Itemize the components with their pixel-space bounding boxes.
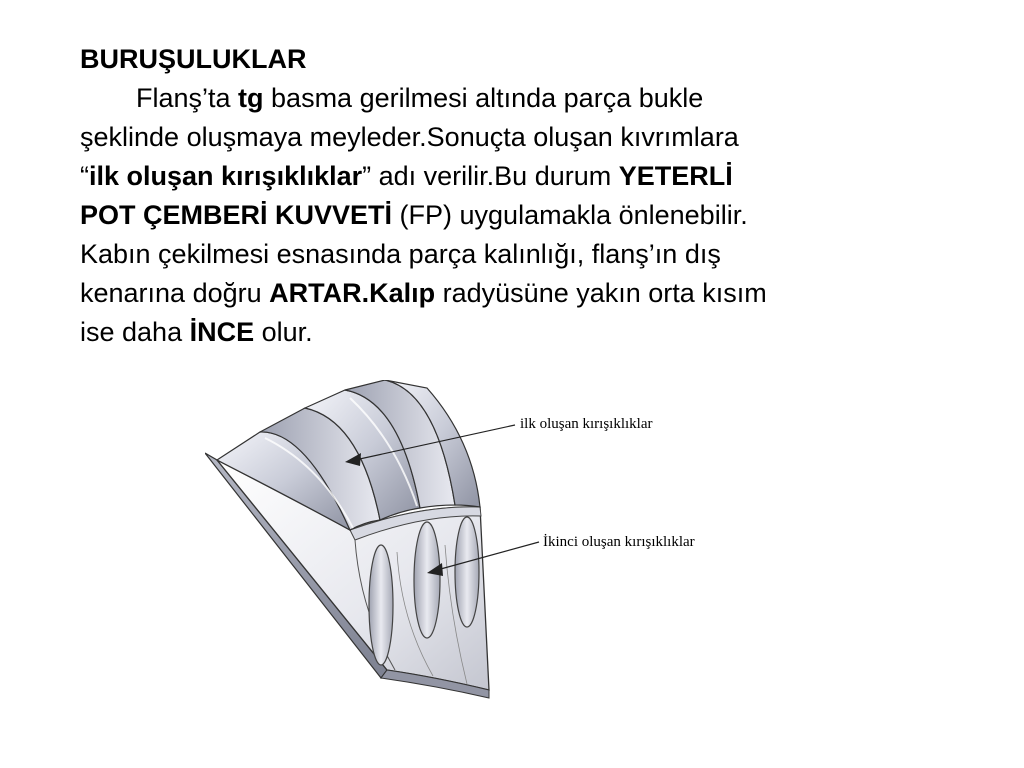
body-paragraph: [80, 79, 960, 352]
slide-title: BURUŞULUKLAR: [80, 44, 307, 74]
paragraph-line-5: Kabın çekilmesi esnasında parça kalınlığı, flanş’ın dış: [80, 239, 721, 269]
paragraph-line-4: [80, 196, 960, 235]
second-wrinkle-oval: [369, 545, 393, 665]
text-segment: radyüsüne yakın orta kısım: [435, 278, 767, 308]
bold-term-tg: tg: [238, 83, 264, 113]
text-segment: (FP) uygulamakla önlenebilir.: [392, 200, 748, 230]
paragraph-line-6: [80, 274, 960, 313]
paragraph-line-1: [80, 79, 960, 118]
bold-term-first-wrinkles: ilk oluşan kırışıklıklar: [89, 161, 363, 191]
bold-term-sufficient: YETERLİ: [618, 161, 733, 191]
label-first-wrinkles: ilk oluşan kırışıklıklar: [520, 416, 653, 432]
second-wrinkle-oval: [455, 517, 479, 627]
paragraph-line-2: şeklinde oluşmaya meyleder.Sonuçta oluşan kıvrımlara: [80, 122, 739, 152]
label-second-wrinkles: İkinci oluşan kırışıklıklar: [543, 534, 695, 550]
text-segment: basma gerilmesi altında parça bukle: [263, 83, 704, 113]
text-segment: olur.: [254, 317, 313, 347]
bold-term-thin: İNCE: [189, 317, 255, 347]
text-segment: Flanş’ta: [136, 83, 239, 113]
bold-term-force: POT ÇEMBERİ KUVVETİ: [80, 200, 393, 230]
bold-term-increases: ARTAR.Kalıp: [269, 278, 436, 308]
text-segment: “: [80, 161, 89, 191]
text-segment: kenarına doğru: [80, 278, 270, 308]
paragraph-line-7: [80, 313, 960, 352]
wrinkle-figure: [205, 380, 765, 720]
text-segment: ise daha: [80, 317, 190, 347]
text-block: [80, 40, 960, 352]
second-wrinkle-oval: [414, 522, 440, 638]
text-segment: ” adı verilir.Bu durum: [362, 161, 619, 191]
paragraph-line-3: [80, 157, 960, 196]
